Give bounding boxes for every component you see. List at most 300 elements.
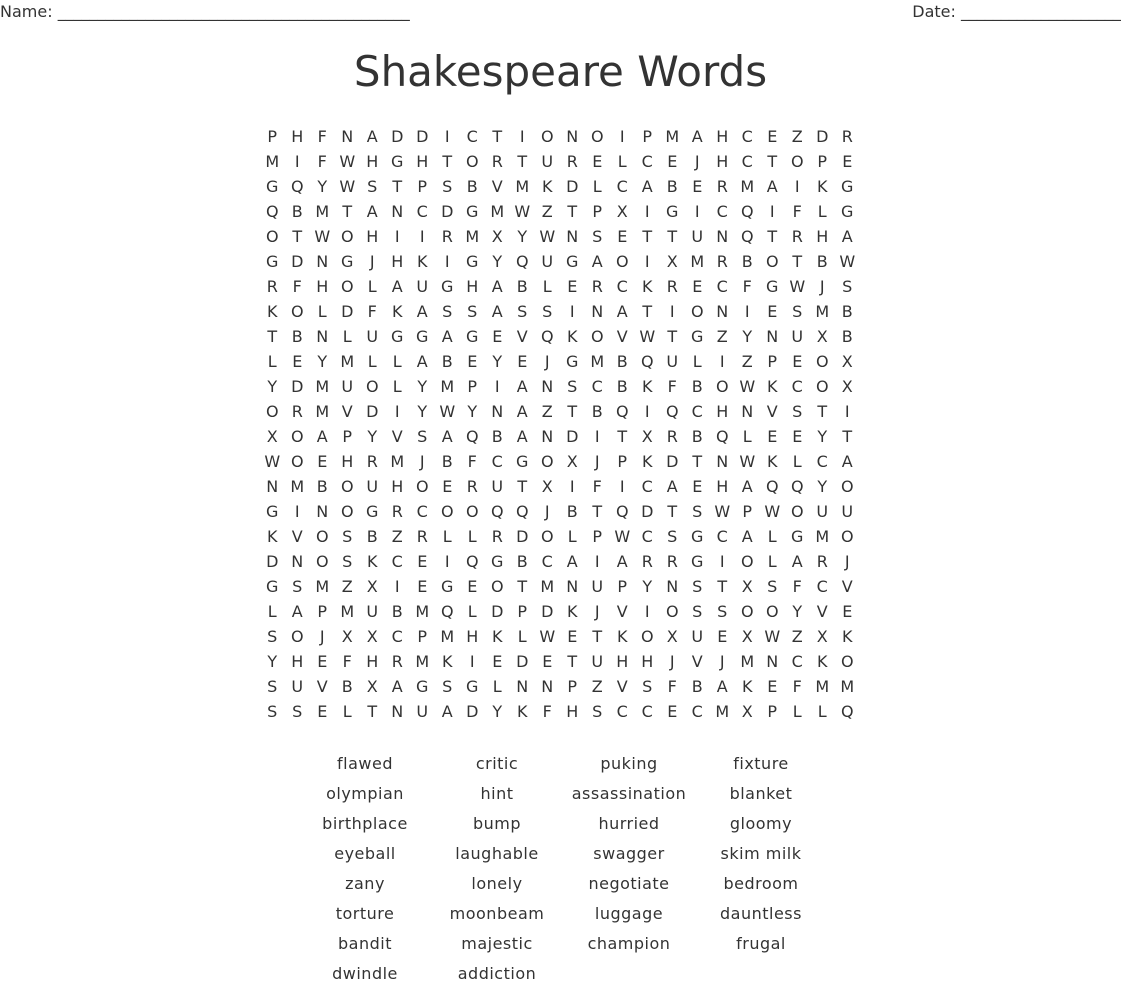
grid-letter: G bbox=[841, 202, 854, 221]
grid-letter: S bbox=[292, 702, 303, 721]
grid-letter: U bbox=[491, 477, 504, 496]
grid-letter: V bbox=[291, 527, 304, 546]
grid-letter: A bbox=[441, 427, 454, 446]
grid-letter: A bbox=[441, 702, 454, 721]
grid-letter: P bbox=[517, 602, 528, 621]
grid-letter: X bbox=[666, 252, 679, 271]
grid-letter: E bbox=[492, 327, 503, 346]
grid-letter: F bbox=[792, 577, 803, 596]
grid-letter: O bbox=[815, 352, 830, 371]
grid-letter: P bbox=[317, 602, 328, 621]
grid-letter: T bbox=[842, 427, 853, 446]
grid-letter: H bbox=[366, 652, 379, 671]
grid-letter: O bbox=[790, 152, 805, 171]
grid-letter: O bbox=[265, 227, 280, 246]
grid-letter: A bbox=[516, 402, 529, 421]
grid-letter: G bbox=[841, 177, 854, 196]
grid-letter: G bbox=[391, 152, 404, 171]
grid-letter: E bbox=[692, 477, 703, 496]
grid-letter: T bbox=[442, 152, 453, 171]
grid-letter: M bbox=[415, 602, 430, 621]
grid-letter: C bbox=[716, 277, 729, 296]
grid-letter: Z bbox=[391, 527, 404, 546]
grid-letter: C bbox=[616, 702, 629, 721]
grid-letter: T bbox=[817, 402, 828, 421]
grid-letter: E bbox=[292, 352, 303, 371]
grid-letter: W bbox=[789, 277, 806, 296]
grid-letter: G bbox=[566, 352, 579, 371]
grid-letter: L bbox=[817, 202, 828, 221]
grid-letter: C bbox=[816, 452, 829, 471]
grid-letter: F bbox=[792, 677, 803, 696]
word-list bbox=[300, 750, 826, 990]
name-line: ____________________________________________ bbox=[57, 2, 410, 21]
grid-letter: X bbox=[641, 427, 654, 446]
grid-letter: H bbox=[341, 452, 354, 471]
grid-letter: J bbox=[369, 252, 376, 271]
grid-letter: A bbox=[741, 527, 754, 546]
grid-letter: P bbox=[742, 502, 753, 521]
grid-letter: T bbox=[692, 452, 703, 471]
grid-letter: O bbox=[840, 652, 855, 671]
grid-letter: D bbox=[666, 452, 679, 471]
grid-letter: O bbox=[315, 552, 330, 571]
grid-letter: M bbox=[815, 302, 830, 321]
grid-letter: B bbox=[591, 402, 604, 421]
grid-letter: Q bbox=[765, 477, 780, 496]
grid-letter: L bbox=[342, 702, 353, 721]
grid-letter: D bbox=[816, 127, 829, 146]
grid-letter: L bbox=[817, 702, 828, 721]
grid-letter: I bbox=[419, 227, 426, 246]
grid-letter: C bbox=[641, 527, 654, 546]
grid-letter: N bbox=[766, 652, 779, 671]
grid-letter: N bbox=[766, 327, 779, 346]
grid-letter: Q bbox=[715, 427, 730, 446]
grid-letter: N bbox=[541, 427, 554, 446]
grid-letter: C bbox=[691, 702, 704, 721]
grid-letter: S bbox=[467, 302, 478, 321]
grid-letter: Q bbox=[465, 427, 480, 446]
word-list-item: birthplace bbox=[322, 814, 408, 833]
grid-letter: G bbox=[491, 552, 504, 571]
grid-letter: S bbox=[717, 602, 728, 621]
grid-letter: X bbox=[741, 702, 754, 721]
grid-letter: U bbox=[691, 227, 704, 246]
grid-letter: Y bbox=[417, 402, 428, 421]
grid-letter: X bbox=[566, 452, 579, 471]
grid-letter: R bbox=[816, 552, 829, 571]
grid-letter: X bbox=[841, 377, 854, 396]
grid-letter: S bbox=[767, 577, 778, 596]
grid-letter: E bbox=[567, 277, 578, 296]
grid-letter: D bbox=[416, 127, 429, 146]
grid-letter: T bbox=[492, 127, 503, 146]
grid-letter: L bbox=[517, 627, 528, 646]
grid-letter: I bbox=[694, 202, 701, 221]
grid-letter: E bbox=[417, 552, 428, 571]
grid-letter: O bbox=[765, 602, 780, 621]
grid-letter: W bbox=[539, 227, 556, 246]
grid-letter: C bbox=[716, 527, 729, 546]
grid-letter: T bbox=[767, 227, 778, 246]
grid-letter: T bbox=[367, 702, 378, 721]
grid-letter: L bbox=[617, 152, 628, 171]
grid-letter: P bbox=[592, 527, 603, 546]
word-list-item: bedroom bbox=[723, 874, 799, 893]
grid-letter: N bbox=[566, 227, 579, 246]
word-list-item: addiction bbox=[457, 964, 537, 983]
grid-letter: U bbox=[366, 327, 379, 346]
grid-letter: N bbox=[316, 327, 329, 346]
grid-letter: S bbox=[342, 552, 353, 571]
grid-letter: U bbox=[541, 152, 554, 171]
grid-letter: X bbox=[816, 627, 829, 646]
grid-letter: P bbox=[642, 127, 653, 146]
grid-letter: F bbox=[792, 202, 803, 221]
grid-letter: C bbox=[616, 177, 629, 196]
grid-letter: M bbox=[440, 627, 455, 646]
word-list-item: flawed bbox=[337, 754, 393, 773]
grid-letter: E bbox=[492, 652, 503, 671]
grid-letter: K bbox=[417, 252, 428, 271]
grid-letter: O bbox=[540, 527, 555, 546]
word-list-item: assassination bbox=[571, 784, 687, 803]
grid-letter: I bbox=[619, 127, 626, 146]
grid-letter: E bbox=[692, 277, 703, 296]
grid-letter: T bbox=[517, 152, 528, 171]
grid-letter: O bbox=[315, 527, 330, 546]
grid-letter: I bbox=[469, 652, 476, 671]
grid-letter: E bbox=[842, 152, 853, 171]
grid-letter: E bbox=[542, 652, 553, 671]
grid-letter: A bbox=[791, 552, 804, 571]
grid-letter: O bbox=[340, 277, 355, 296]
grid-letter: T bbox=[567, 652, 578, 671]
grid-letter: K bbox=[567, 602, 578, 621]
grid-letter: U bbox=[691, 627, 704, 646]
grid-letter: R bbox=[416, 527, 429, 546]
grid-letter: L bbox=[792, 452, 803, 471]
grid-letter: O bbox=[665, 602, 680, 621]
grid-letter: Q bbox=[515, 252, 530, 271]
grid-letter: O bbox=[540, 127, 555, 146]
grid-letter: M bbox=[715, 702, 730, 721]
grid-letter: W bbox=[264, 452, 281, 471]
grid-letter: W bbox=[639, 327, 656, 346]
grid-letter: P bbox=[767, 352, 778, 371]
grid-letter: J bbox=[319, 627, 326, 646]
grid-letter: M bbox=[415, 652, 430, 671]
grid-letter: W bbox=[614, 527, 631, 546]
grid-letter: N bbox=[341, 127, 354, 146]
grid-letter: T bbox=[567, 402, 578, 421]
grid-letter: D bbox=[566, 177, 579, 196]
grid-letter: Q bbox=[665, 402, 680, 421]
grid-letter: W bbox=[314, 227, 331, 246]
grid-letter: G bbox=[691, 327, 704, 346]
grid-letter: N bbox=[391, 702, 404, 721]
grid-letter: Q bbox=[265, 202, 280, 221]
grid-letter: L bbox=[767, 552, 778, 571]
grid-letter: J bbox=[844, 552, 851, 571]
grid-letter: E bbox=[592, 152, 603, 171]
grid-letter: E bbox=[717, 627, 728, 646]
grid-letter: G bbox=[366, 502, 379, 521]
grid-letter: F bbox=[467, 452, 478, 471]
grid-letter: J bbox=[594, 452, 601, 471]
grid-letter: L bbox=[392, 352, 403, 371]
grid-letter: Z bbox=[741, 352, 754, 371]
grid-letter: I bbox=[444, 252, 451, 271]
grid-letter: T bbox=[292, 227, 303, 246]
grid-letter: W bbox=[514, 202, 531, 221]
grid-letter: Y bbox=[467, 402, 478, 421]
grid-letter: O bbox=[415, 477, 430, 496]
grid-letter: O bbox=[740, 552, 755, 571]
grid-letter: S bbox=[842, 277, 853, 296]
grid-letter: L bbox=[442, 527, 453, 546]
grid-letter: P bbox=[817, 152, 828, 171]
grid-letter: I bbox=[519, 127, 526, 146]
grid-letter: W bbox=[714, 502, 731, 521]
word-list-item: hurried bbox=[598, 814, 660, 833]
grid-letter: E bbox=[567, 627, 578, 646]
grid-letter: M bbox=[315, 577, 330, 596]
grid-letter: G bbox=[266, 252, 279, 271]
grid-letter: R bbox=[591, 277, 604, 296]
grid-letter: V bbox=[316, 677, 329, 696]
grid-letter: M bbox=[290, 477, 305, 496]
grid-letter: R bbox=[666, 277, 679, 296]
grid-letter: M bbox=[665, 127, 680, 146]
grid-letter: T bbox=[567, 202, 578, 221]
grid-letter: V bbox=[616, 602, 629, 621]
grid-letter: Y bbox=[317, 352, 328, 371]
grid-letter: D bbox=[266, 552, 279, 571]
grid-letter: R bbox=[266, 277, 279, 296]
grid-letter: W bbox=[339, 152, 356, 171]
grid-letter: O bbox=[340, 502, 355, 521]
grid-letter: X bbox=[616, 202, 629, 221]
grid-letter: D bbox=[541, 602, 554, 621]
grid-letter: L bbox=[267, 352, 278, 371]
grid-letter: U bbox=[416, 277, 429, 296]
grid-letter: D bbox=[341, 302, 354, 321]
grid-letter: G bbox=[466, 327, 479, 346]
grid-letter: R bbox=[716, 177, 729, 196]
grid-letter: O bbox=[340, 477, 355, 496]
grid-letter: N bbox=[566, 577, 579, 596]
grid-letter: Y bbox=[492, 252, 503, 271]
grid-letter: L bbox=[367, 352, 378, 371]
grid-letter: I bbox=[744, 302, 751, 321]
grid-letter: T bbox=[717, 577, 728, 596]
grid-letter: G bbox=[266, 177, 279, 196]
grid-letter: O bbox=[840, 527, 855, 546]
grid-letter: U bbox=[291, 677, 304, 696]
grid-letter: R bbox=[291, 402, 304, 421]
grid-letter: T bbox=[667, 227, 678, 246]
grid-letter: S bbox=[542, 302, 553, 321]
grid-letter: M bbox=[815, 677, 830, 696]
grid-letter: H bbox=[291, 652, 304, 671]
grid-letter: Y bbox=[742, 327, 753, 346]
grid-letter: A bbox=[566, 552, 579, 571]
grid-letter: Y bbox=[317, 177, 328, 196]
grid-letter: M bbox=[265, 152, 280, 171]
grid-letter: O bbox=[715, 377, 730, 396]
grid-letter: R bbox=[716, 252, 729, 271]
grid-letter: A bbox=[766, 177, 779, 196]
grid-letter: I bbox=[794, 177, 801, 196]
grid-letter: Q bbox=[740, 227, 755, 246]
grid-letter: H bbox=[466, 277, 479, 296]
grid-letter: S bbox=[442, 302, 453, 321]
grid-letter: B bbox=[341, 677, 354, 696]
grid-letter: I bbox=[569, 477, 576, 496]
grid-letter: U bbox=[366, 477, 379, 496]
grid-letter: P bbox=[342, 427, 353, 446]
grid-letter: A bbox=[591, 252, 604, 271]
grid-letter: B bbox=[516, 277, 529, 296]
grid-letter: T bbox=[267, 327, 278, 346]
grid-letter: T bbox=[517, 477, 528, 496]
grid-letter: T bbox=[667, 502, 678, 521]
word-list-item: olympian bbox=[326, 784, 404, 803]
grid-letter: B bbox=[441, 352, 454, 371]
grid-letter: I bbox=[494, 377, 501, 396]
grid-letter: H bbox=[391, 477, 404, 496]
grid-letter: K bbox=[642, 377, 653, 396]
grid-letter: A bbox=[416, 352, 429, 371]
grid-letter: A bbox=[366, 202, 379, 221]
word-list-item: puking bbox=[600, 754, 658, 773]
grid-letter: Q bbox=[490, 502, 505, 521]
grid-letter: A bbox=[841, 452, 854, 471]
grid-letter: D bbox=[441, 202, 454, 221]
grid-letter: V bbox=[616, 677, 629, 696]
grid-letter: I bbox=[394, 227, 401, 246]
page-title: Shakespeare Words bbox=[353, 47, 768, 96]
grid-letter: M bbox=[465, 227, 480, 246]
grid-letter: S bbox=[592, 227, 603, 246]
grid-letter: C bbox=[816, 577, 829, 596]
grid-letter: L bbox=[542, 277, 553, 296]
grid-letter: U bbox=[341, 377, 354, 396]
grid-letter: K bbox=[492, 627, 503, 646]
grid-letter: N bbox=[541, 377, 554, 396]
grid-letter: G bbox=[466, 677, 479, 696]
grid-letter: J bbox=[819, 277, 826, 296]
grid-letter: R bbox=[391, 652, 404, 671]
grid-letter: I bbox=[594, 552, 601, 571]
grid-letter: H bbox=[566, 702, 579, 721]
grid-letter: M bbox=[340, 602, 355, 621]
grid-letter: G bbox=[441, 577, 454, 596]
grid-letter: Z bbox=[541, 202, 554, 221]
grid-letter: C bbox=[491, 452, 504, 471]
grid-letter: D bbox=[291, 377, 304, 396]
grid-letter: L bbox=[267, 602, 278, 621]
grid-letter: X bbox=[666, 627, 679, 646]
grid-letter: I bbox=[844, 402, 851, 421]
grid-letter: F bbox=[742, 277, 753, 296]
grid-letter: P bbox=[617, 577, 628, 596]
grid-letter: L bbox=[467, 527, 478, 546]
grid-letter: O bbox=[740, 602, 755, 621]
grid-letter: G bbox=[391, 327, 404, 346]
grid-letter: S bbox=[642, 677, 653, 696]
grid-letter: S bbox=[267, 677, 278, 696]
name-label: Name: bbox=[0, 2, 58, 21]
grid-letter: U bbox=[366, 602, 379, 621]
grid-letter: G bbox=[666, 202, 679, 221]
grid-letter: R bbox=[491, 527, 504, 546]
grid-letter: D bbox=[516, 652, 529, 671]
grid-letter: Z bbox=[541, 402, 554, 421]
grid-letter: K bbox=[392, 302, 403, 321]
grid-letter: N bbox=[716, 452, 729, 471]
grid-letter: G bbox=[416, 677, 429, 696]
date-label: Date: bbox=[912, 2, 961, 21]
grid-letter: E bbox=[317, 452, 328, 471]
grid-letter: P bbox=[417, 627, 428, 646]
grid-letter: J bbox=[544, 352, 551, 371]
grid-letter: L bbox=[317, 302, 328, 321]
grid-letter: O bbox=[640, 627, 655, 646]
grid-letter: C bbox=[416, 202, 429, 221]
grid-letter: X bbox=[816, 327, 829, 346]
grid-letter: X bbox=[541, 477, 554, 496]
grid-letter: L bbox=[792, 702, 803, 721]
grid-letter: O bbox=[615, 252, 630, 271]
grid-letter: A bbox=[616, 302, 629, 321]
grid-letter: E bbox=[517, 352, 528, 371]
grid-letter: B bbox=[566, 502, 579, 521]
grid-letter: G bbox=[766, 277, 779, 296]
grid-letter: H bbox=[316, 277, 329, 296]
grid-letter: Q bbox=[540, 327, 555, 346]
grid-letter: D bbox=[391, 127, 404, 146]
grid-letter: K bbox=[767, 452, 778, 471]
grid-letter: Q bbox=[790, 477, 805, 496]
grid-letter: Q bbox=[615, 402, 630, 421]
grid-letter: F bbox=[367, 302, 378, 321]
grid-letter: U bbox=[591, 652, 604, 671]
grid-letter: Y bbox=[492, 352, 503, 371]
grid-letter: K bbox=[567, 327, 578, 346]
grid-letter: D bbox=[466, 702, 479, 721]
grid-letter: W bbox=[339, 177, 356, 196]
grid-letter: W bbox=[539, 627, 556, 646]
word-list-item: laughable bbox=[455, 844, 539, 863]
grid-letter: W bbox=[764, 627, 781, 646]
grid-letter: X bbox=[366, 627, 379, 646]
grid-letter: H bbox=[366, 227, 379, 246]
grid-letter: R bbox=[441, 227, 454, 246]
word-list-item: champion bbox=[587, 934, 671, 953]
grid-letter: B bbox=[291, 327, 304, 346]
grid-letter: B bbox=[841, 327, 854, 346]
grid-letter: T bbox=[617, 427, 628, 446]
grid-letter: V bbox=[691, 652, 704, 671]
grid-letter: B bbox=[441, 452, 454, 471]
grid-letter: I bbox=[444, 552, 451, 571]
grid-letter: I bbox=[669, 302, 676, 321]
grid-letter: U bbox=[541, 252, 554, 271]
grid-letter: A bbox=[291, 602, 304, 621]
